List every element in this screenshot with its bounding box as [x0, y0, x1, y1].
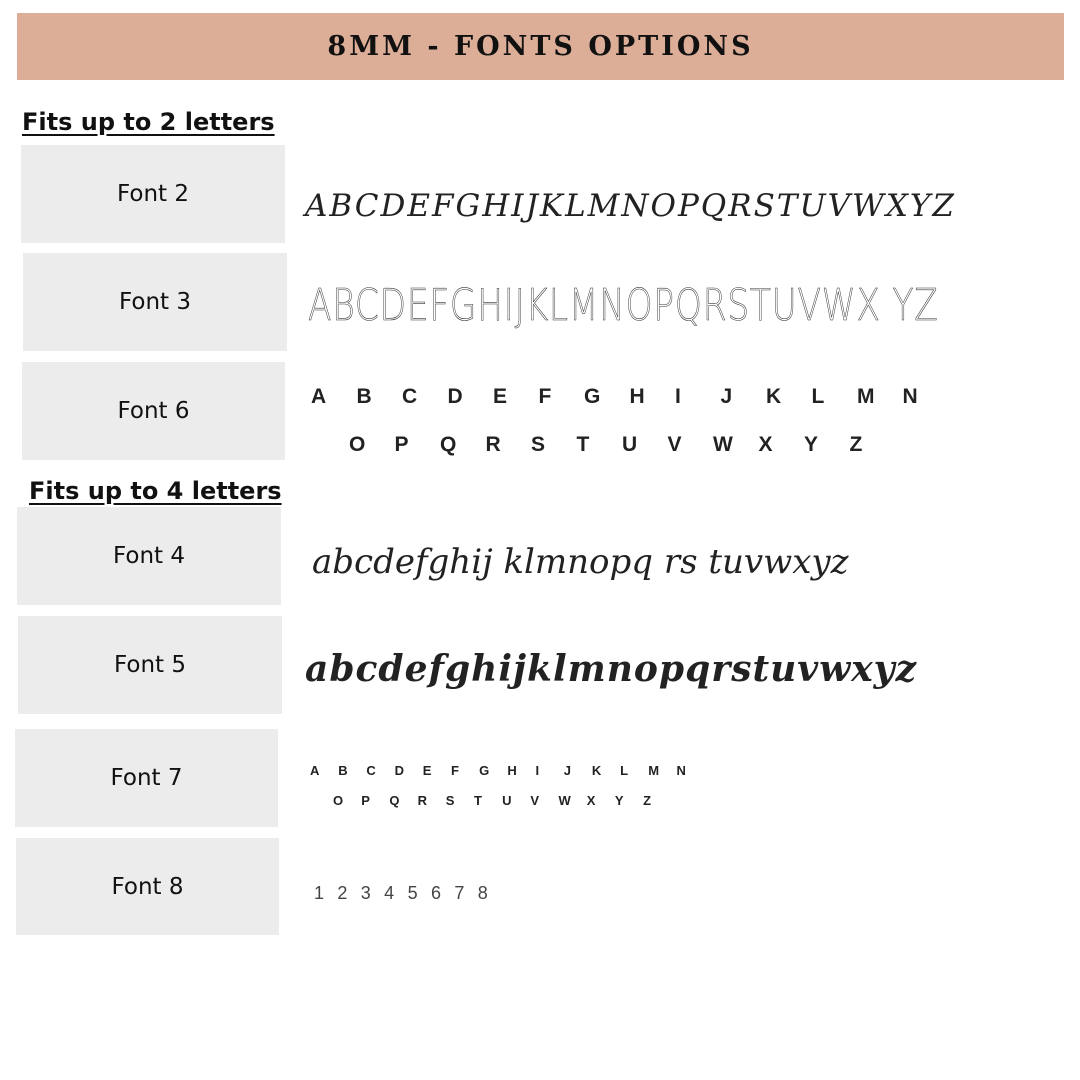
font-7-letter: C	[366, 763, 376, 778]
font-6-letter: X	[758, 433, 773, 456]
font-8-digit: 4	[384, 883, 395, 903]
font-6-letter: D	[447, 385, 463, 408]
font-6-letter: V	[667, 433, 682, 456]
font-6-letter: Z	[849, 433, 863, 456]
font-7-letter: Z	[643, 793, 652, 808]
font-6-letter: U	[622, 433, 638, 456]
font-7-letter: W	[558, 793, 571, 808]
font-8-digit: 2	[337, 883, 348, 903]
font-7-letter: P	[361, 793, 370, 808]
section-heading-four-letters: Fits up to 4 letters	[29, 477, 282, 505]
font-7-letter: T	[473, 793, 482, 808]
font-6-letter: O	[349, 433, 366, 456]
font-6-letter: T	[576, 433, 590, 456]
font-8-label: Font 8	[16, 838, 279, 935]
font-6-letter: J	[720, 385, 733, 408]
font-8-sample	[314, 883, 501, 904]
font-6-label: Font 6	[22, 362, 285, 460]
font-3-sample: ABCDEFGHIJKLMNOPQRSTUVWX YZ	[308, 280, 939, 331]
font-7-label: Font 7	[15, 729, 278, 827]
font-7-letter: H	[507, 763, 517, 778]
font-6-letter: R	[485, 433, 501, 456]
font-4-sample: abcdefghij klmnopq rs tuvwxyz	[312, 542, 849, 582]
font-7-letter: N	[676, 763, 686, 778]
font-7-letter: M	[648, 763, 660, 778]
font-7-sample-row-1	[310, 763, 705, 778]
font-6-letter: H	[629, 385, 645, 408]
font-8-digit: 3	[360, 883, 371, 903]
font-2-label: Font 2	[21, 145, 285, 243]
font-7-letter: O	[333, 793, 344, 808]
font-6-letter: Q	[440, 433, 457, 456]
font-6-letter: B	[356, 385, 372, 408]
font-8-digit: 8	[477, 883, 488, 903]
font-6-letter: A	[311, 385, 327, 408]
font-7-letter: A	[310, 763, 320, 778]
font-8-digit: 7	[454, 883, 465, 903]
font-8-digit: 1	[314, 883, 325, 903]
font-6-letter: S	[531, 433, 546, 456]
font-7-letter: J	[563, 763, 571, 778]
font-6-letter: P	[394, 433, 409, 456]
font-6-letter: G	[584, 385, 601, 408]
font-6-letter: I	[675, 385, 681, 408]
font-8-digit: 5	[407, 883, 418, 903]
font-6-sample-row-1	[311, 385, 948, 409]
font-7-letter: B	[338, 763, 348, 778]
font-6-letter: M	[857, 385, 875, 408]
font-7-letter: X	[586, 793, 596, 808]
font-7-letter: I	[535, 763, 540, 778]
font-7-letter: S	[445, 793, 455, 808]
font-6-sample-row-2	[349, 433, 895, 457]
font-7-letter: R	[417, 793, 427, 808]
font-6-letter: C	[402, 385, 418, 408]
font-6-letter: E	[493, 385, 508, 408]
font-7-letter: Y	[614, 793, 624, 808]
font-3-label: Font 3	[23, 253, 287, 351]
font-7-letter: L	[620, 763, 629, 778]
font-7-letter: Q	[389, 793, 400, 808]
font-2-sample: ABCDEFGHIJKLMNOPQRSTUVWXYZ	[305, 188, 956, 224]
font-7-letter: E	[422, 763, 432, 778]
font-7-sample-row-2	[333, 793, 671, 808]
font-4-label: Font 4	[17, 507, 281, 605]
font-7-letter: D	[394, 763, 404, 778]
font-6-letter: W	[713, 433, 733, 456]
font-7-letter: K	[591, 763, 602, 778]
font-6-letter: F	[538, 385, 552, 408]
font-7-letter: U	[502, 793, 512, 808]
header-banner	[17, 13, 1064, 80]
font-6-letter: Y	[804, 433, 819, 456]
font-7-letter: F	[450, 763, 459, 778]
section-heading-two-letters: Fits up to 2 letters	[22, 108, 275, 136]
font-6-letter: L	[811, 385, 825, 408]
font-6-letter: K	[766, 385, 782, 408]
font-5-label: Font 5	[18, 616, 282, 714]
page-title: 8MM - FONTS OPTIONS	[327, 31, 754, 62]
font-6-letter: N	[902, 385, 918, 408]
font-7-letter: V	[530, 793, 539, 808]
font-8-digit: 6	[430, 883, 441, 903]
font-7-letter: G	[479, 763, 490, 778]
font-5-sample: abcdefghijklmnopqrstuvwxyz	[305, 648, 918, 690]
